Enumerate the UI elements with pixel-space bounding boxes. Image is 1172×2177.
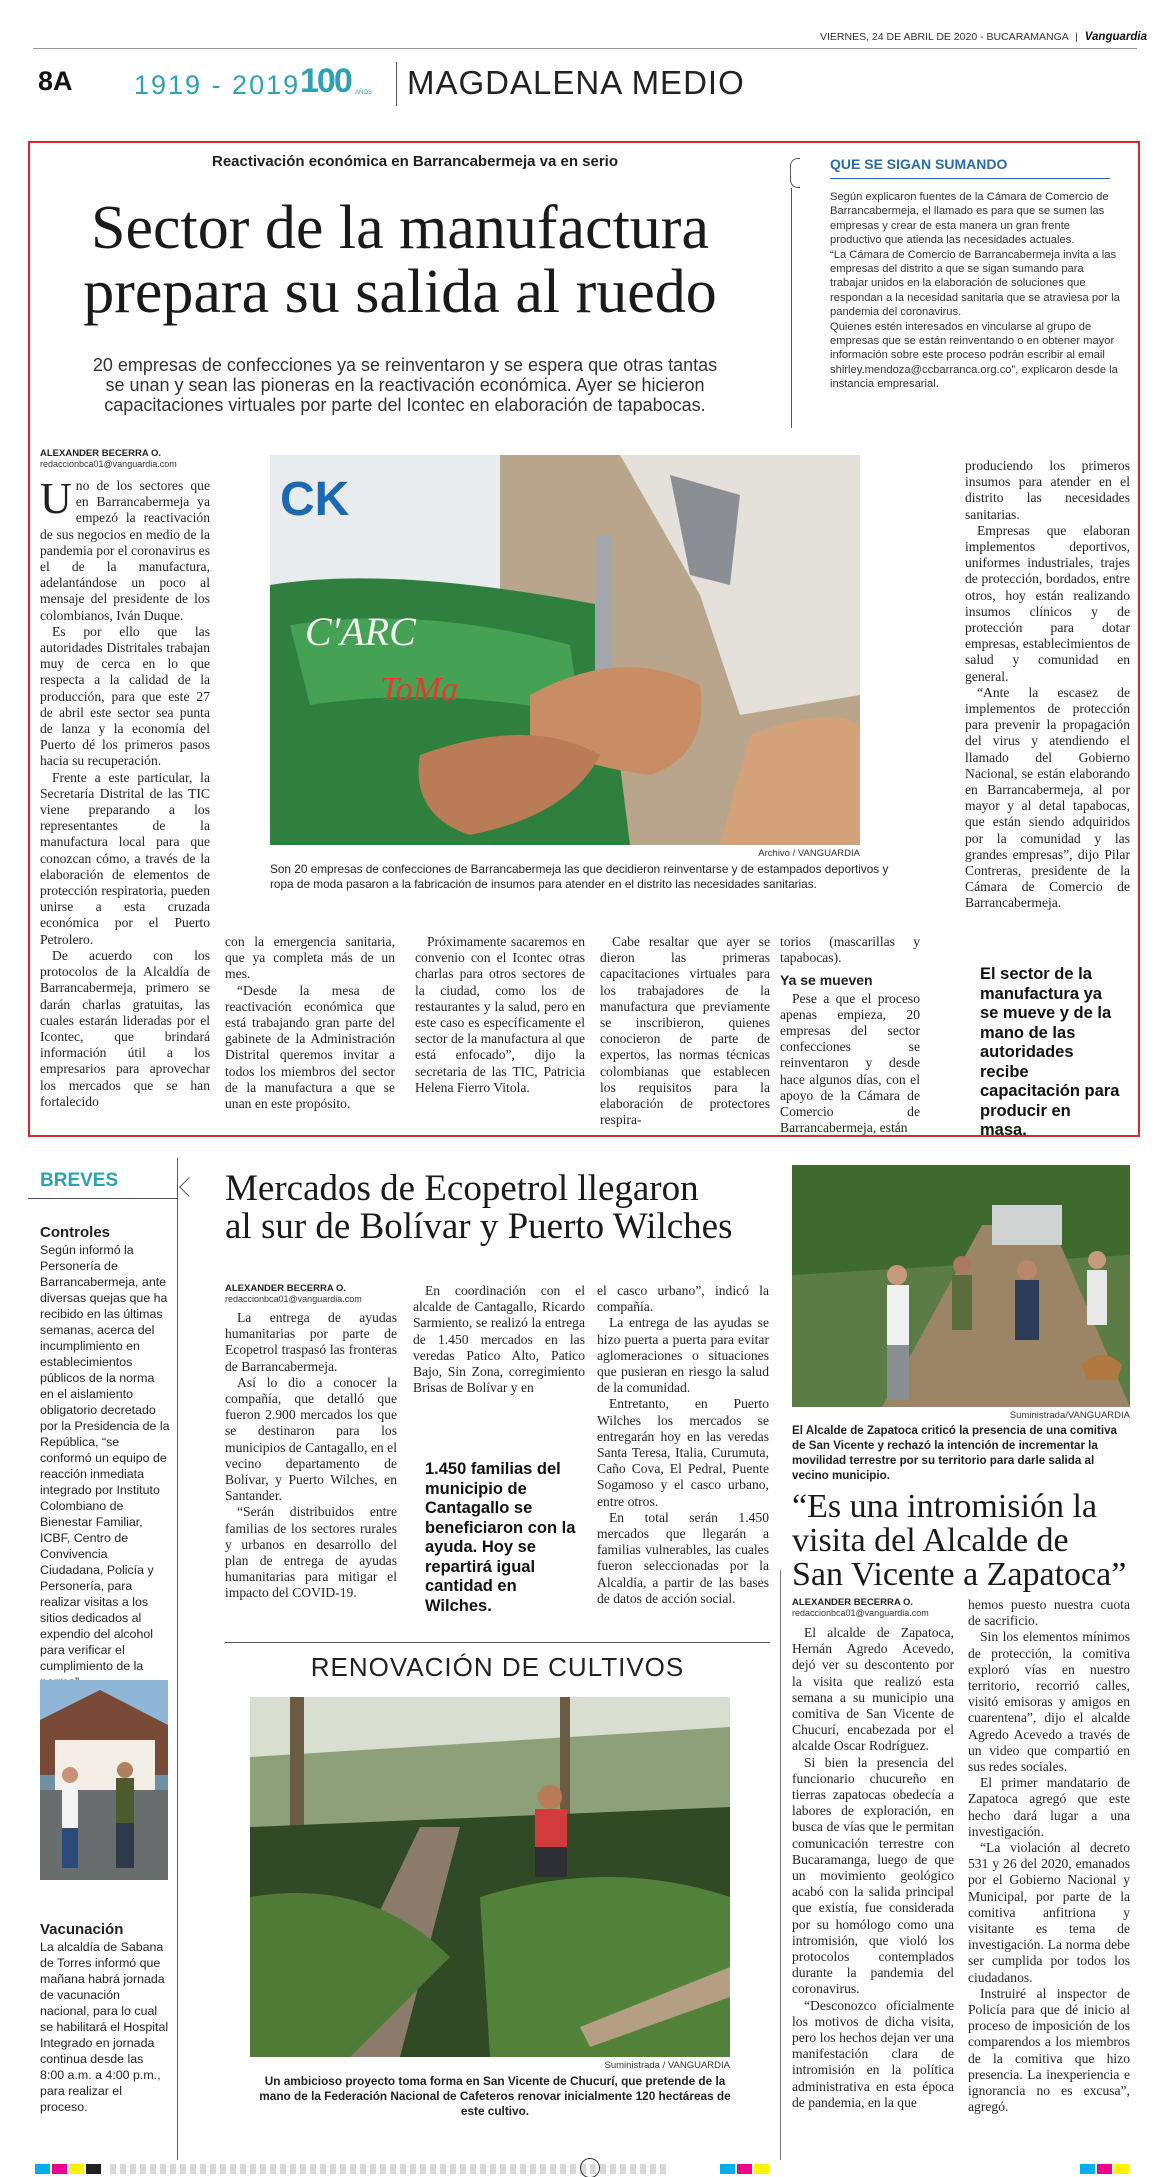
zapatoca-paragraph: “La violación al decreto 531 y 26 del 2020, emanados por el Gobierno Nacional y Municipal, por parte de la comitiva anfitriona y visitante es tema de investigación. La norma debe ser cumplida por todos los ciudadanos. bbox=[968, 1840, 1130, 1985]
zapatoca-paragraph: El alcalde de Zapatoca, Hernán Agredo Acevedo, dejó ver su descontento por la visita que realizó esta semana a su municipio una comitiva de San Vicente de Chucurí, encabezada por el alcalde Oscar Rodríguez. bbox=[792, 1625, 954, 1754]
lead-paragraph: Pese a que el proceso apenas empieza, 20 empresas del sector confecciones se reinventaron y desde hace algunos días, con el apoyo de la Cámara de Comercio de Barrancabermeja, están bbox=[780, 990, 920, 1136]
header-rule bbox=[33, 48, 1137, 49]
zapatoca-photo-credit: Suministrada/VANGUARDIA bbox=[1009, 1410, 1130, 1421]
sidebar-paragraph: Quienes estén interesados en vincularse al grupo de empresas que se están reinventando o en obtener mayor información sobre este proceso podrán escribir al email shirley.mendoza@ccbarranca.org.co”, explicaron desde la instancia empresarial. bbox=[830, 320, 1118, 391]
ecopetrol-paragraph: el casco urbano”, indicó la compañía. bbox=[597, 1283, 769, 1315]
lead-subhead: Ya se mueven bbox=[780, 972, 873, 989]
anniversary-logo bbox=[300, 62, 380, 106]
cultivos-photo bbox=[250, 1697, 730, 2057]
lead-paragraph: con la emergencia sanitaria, que ya completa más de un mes. bbox=[225, 934, 395, 982]
zapatoca-headline-line2: visita del Alcalde de bbox=[792, 1522, 1069, 1559]
lead-paragraph: De acuerdo con los protocolos de la Alcaldía de Barrancabermeja, primero se darán charlas gratuitas, las cuales estarán lideradas por el Icontec, que brindará información útil a los empresarios para aprovechar los mercados que se han fortalecido bbox=[40, 947, 210, 1109]
lead-photo-sewing bbox=[270, 455, 860, 845]
anniversary-sub: AÑOS bbox=[355, 90, 373, 96]
ecopetrol-paragraph: Entretanto, en Puerto Wilches los mercados se entregarán hoy en las veredas Santa Teresa, Italia, Curumuta, Caño Cova, El Pedral, Puente Sogamoso y el casco urbano, entre otros. bbox=[597, 1396, 769, 1509]
vaccination-illustration bbox=[40, 1680, 168, 1880]
lead-photo-credit: Archivo / VANGUARDIA bbox=[758, 848, 860, 859]
color-swatch bbox=[69, 2164, 84, 2174]
svg-text:CK: CK bbox=[280, 473, 350, 526]
ecopetrol-paragraph: La entrega de ayudas humanitarias por parte de Ecopetrol traspasó las fronteras de Barrancabermeja. bbox=[225, 1310, 397, 1374]
lead-byline bbox=[40, 448, 240, 469]
color-swatch bbox=[737, 2164, 752, 2174]
author-email: redaccionbca01@vanguardia.com bbox=[40, 459, 177, 469]
sidebar-title-rule bbox=[830, 178, 1110, 179]
registration-mark-icon bbox=[580, 2158, 600, 2177]
zapatoca-paragraph: “Desconozco oficialmente los motivos de dicha visita, pero los hechos dejan ver una manifestación clara de intromisión en la política administrativa en esta época de pandemia, en la que bbox=[792, 1997, 954, 2110]
header-date-line: VIERNES, 24 DE ABRIL DE 2020 - BUCARAMANGA | Vanguardia bbox=[820, 31, 1147, 43]
lead-paragraph: Próximamente sacaremos en convenio con el Icontec otras charlas para otros sectores de la ciudad, como los de restaurantes y la salud, pero en este caso es específicamente el sector de la manufactura al que está enfocado”, dijo la secretaria de las TIC, Patricia Helena Fierro Vitola. bbox=[415, 934, 585, 1095]
lead-pullquote: El sector de la manufactura ya se mueve y de la mano de las autoridades recibe capacitación para producir en masa. bbox=[980, 965, 1120, 1139]
zapatoca-headline bbox=[792, 1490, 1132, 1592]
ecopetrol-col-3 bbox=[597, 1283, 769, 1607]
sidebar-paragraph: “La Cámara de Comercio de Barrancabermeja invita a las empresas del distrito a que se sigan sumando para trabajar unidos en la elaboración de soluciones que respondan a la necesidad sanitaria que se atraviesa por la pandemia del coronavirus. bbox=[830, 248, 1120, 319]
zapatoca-paragraph: Sin los elementos mínimos de protección, la comitiva exploró vías en nuestro territorio, recorrió calles, visitó emisoras y amigos en cuarentena”, dijo el alcalde Agredo Acevedo a través de un video que compartió en sus redes sociales. bbox=[968, 1629, 1130, 1775]
page-number: 8A bbox=[38, 66, 73, 96]
zapatoca-paragraph: El primer mandatario de Zapatoca agregó que este hecho dará lugar a una investigación. bbox=[968, 1775, 1130, 1839]
lead-col-1 bbox=[40, 474, 210, 1110]
zapatoca-illustration bbox=[792, 1165, 1130, 1407]
brief-1-body: Según informó la Personería de Barrancabermeja, ante diversas quejas que ha recibido en las últimas semanas, acerca del incumplimiento en establecimientos públicos de la norma en el aislamiento obligatorio decretado por la Presidencia de la República, “se conformó un equipo de reacción inmediata integrado por Instituto Colombiano de Bienestar Familiar, ICBF, Centro de Convivencia Ciudadana, Policía y Personería, para realizar visitas a los sitios dedicados al expendio del alcohol para verificar el cumplimiento de la bbox=[40, 1243, 170, 1673]
cultivos-caption: Un ambicioso proyecto toma forma en San Vicente de Chucurí, que pretende de la mano de la Federación Nacional de Cafeteros renovar inicialmente 120 hectáreas de este cultivo. bbox=[259, 2074, 731, 2118]
ecopetrol-paragraph: En coordinación con el alcalde de Cantagallo, Ricardo Sarmiento, se realizó la entrega de 1.450 mercados en las veredas Patico Alto, Patico Bajo, Sin Zona, corregimiento Brisas de Bolívar y en bbox=[413, 1283, 585, 1396]
ecopetrol-byline bbox=[225, 1283, 405, 1304]
ecopetrol-paragraph: Así lo dio a conocer la compañía, que detalló que fueron 2.900 mercados los que se destinaron para los municipios de Cantagallo, en el vecino departamento de Bolívar, y Puerto Wilches, en Santander. bbox=[225, 1374, 397, 1504]
ecopetrol-headline bbox=[225, 1170, 785, 1246]
ecopetrol-col-2 bbox=[413, 1283, 585, 1396]
lead-headline-line2: prepara su salida al ruedo bbox=[83, 258, 717, 326]
section-title: MAGDALENA MEDIO bbox=[407, 64, 745, 101]
zapatoca-headline-line1: “Es una intromisión la bbox=[792, 1488, 1098, 1525]
author-email: redaccionbca01@vanguardia.com bbox=[225, 1294, 362, 1304]
lead-paragraph: Frente a este particular, la Secretaría Distrital de las TIC viene preparando a los representantes de la manufactura local para que conozcan cómo, a través de la elaboración de elementos de protección respiratoria, pueden unirse a esta cruzada económica por el Puerto Petrolero. bbox=[40, 769, 210, 947]
lead-photo-caption: Son 20 empresas de confecciones de Barrancabermeja las que decidieron reinventarse y de estampados deportivos y ropa de moda pasaron a la fabricación de insumos para atender en el distrito las necesidades sanitarias. bbox=[270, 862, 889, 891]
cultivos-illustration bbox=[250, 1697, 730, 2057]
right-divider bbox=[780, 1570, 781, 2160]
lead-paragraph: Es por ello que las autoridades Distritales trabajan muy de cerca en lo que respecta a la calidad de la producción, para que este 27 de abril este sector sea punta de lanza y la economía del Puerto dé los primeros pasos hacia su recuperación. bbox=[40, 623, 210, 769]
color-swatch bbox=[86, 2164, 101, 2174]
lead-paragraph: produciendo los primeros insumos para atender en el distrito las necesidades sanitarias. bbox=[965, 458, 1130, 522]
lead-col-4 bbox=[600, 934, 770, 1128]
sidebar-box bbox=[790, 150, 1130, 435]
cultivos-credit: Suministrada / VANGUARDIA bbox=[604, 2060, 730, 2071]
lead-col-6 bbox=[965, 458, 1130, 912]
sewing-illustration bbox=[270, 455, 860, 845]
author-email: redaccionbca01@vanguardia.com bbox=[792, 1608, 929, 1618]
zapatoca-col-1 bbox=[792, 1625, 954, 2111]
sidebar-bracket bbox=[790, 158, 800, 188]
author-name: ALEXANDER BECERRA O. bbox=[225, 1283, 347, 1294]
zapatoca-paragraph: Si bien la presencia del funcionario chucureño en tierras zapatocas obedecía a labores de exploración, en busca de vías que le permitan comunicación terrestre con Bucaramanga, luego de que un movimiento geológico acabó con la salida principal que existía, fue considerada por su homólogo como una intromisión, que violó los protocolos contemplados durante la pandemia del coronavirus. bbox=[792, 1754, 954, 1997]
ecopetrol-headline-line2: al sur de Bolívar y Puerto Wilches bbox=[225, 1206, 733, 1247]
ecopetrol-pullquote: 1.450 familias del municipio de Cantagallo se beneficiaron con la ayuda. Hoy se repartirá igual cantidad en Wilches. bbox=[425, 1460, 576, 1615]
briefs-title-rule bbox=[28, 1198, 178, 1199]
briefs-column bbox=[28, 1158, 178, 2160]
color-swatch bbox=[1080, 2164, 1095, 2174]
brief-photo-vaccination bbox=[40, 1680, 168, 1880]
sidebar-body bbox=[830, 190, 1120, 392]
anniversary-number: 100 bbox=[300, 62, 351, 100]
zapatoca-headline-line3: San Vicente a Zapatoca” bbox=[792, 1556, 1127, 1593]
brief-2-title: Vacunación bbox=[40, 1921, 124, 1938]
lead-headline-line1: Sector de la manufactura bbox=[91, 194, 709, 262]
ecopetrol-col-1 bbox=[225, 1310, 397, 1602]
svg-text:ToMa: ToMa bbox=[380, 671, 459, 708]
color-swatch bbox=[1114, 2164, 1129, 2174]
lead-paragraph: “Ante la escasez de implementos de protección para prevenir la propagación del virus y atendiendo el llamado del Gobierno Nacional, se están elaborando en Barrancabermeja, al por mayor y al detal tapabocas, que están siendo adquiridos por la comunidad y las grandes empresas”, dijo Pilar Contreras, presidente de la Cámara de Comercio de Barrancabermeja. bbox=[965, 684, 1130, 911]
ecopetrol-bracket bbox=[179, 1177, 199, 1197]
zapatoca-paragraph: hemos puesto nuestra cuota de sacrificio. bbox=[968, 1597, 1130, 1629]
date-line: VIERNES, 24 DE ABRIL DE 2020 - BUCARAMANGA bbox=[820, 31, 1069, 43]
sidebar-title: QUE SE SIGAN SUMANDO bbox=[830, 156, 1008, 172]
author-name: ALEXANDER BECERRA O. bbox=[792, 1597, 914, 1608]
author-name: ALEXANDER BECERRA O. bbox=[40, 448, 162, 459]
brief-2-body: La alcaldía de Sabana de Torres informó que mañana habrá jornada de vacunación nacional, para lo cual se habilitará el Hospital Integrado en jornada continua desde las 8:00 a.m. a 4:00 p.m., para realizar el proceso. bbox=[40, 1940, 169, 2114]
years-label: 1919 - 2019 bbox=[134, 70, 301, 100]
drop-cap: U bbox=[40, 474, 72, 523]
zapatoca-photo-caption: El Alcalde de Zapatoca criticó la presencia de una comitiva de San Vicente y rechazó la intención de incrementar la movilidad terrestre por su territorio para darle salida al vecino municipio. bbox=[792, 1424, 1117, 1482]
lead-col-3 bbox=[415, 934, 585, 1096]
color-swatch bbox=[35, 2164, 50, 2174]
color-swatch bbox=[754, 2164, 769, 2174]
header-divider bbox=[396, 62, 397, 106]
lead-paragraph-dropcap bbox=[40, 474, 210, 624]
color-swatch bbox=[1097, 2164, 1112, 2174]
cultivos-title: RENOVACIÓN DE CULTIVOS bbox=[310, 1652, 685, 1682]
lead-paragraph: “Desde la mesa de reactivación económica que está trabajando gran parte del gabinete de la Administración Distrital queremos invitar a todos los miembros del sector de la manufactura a que se unan en este propósito. bbox=[225, 982, 395, 1112]
zapatoca-paragraph: Instruiré al inspector de Policía para que dé inicio al proceso de imposición de los comparendos a los miembros de la comitiva que hizo presencia. La inexperiencia e ignorancia no es excusa”, agregó. bbox=[968, 1985, 1130, 2115]
ecopetrol-paragraph: En total serán 1.450 mercados que llegarán a familias vulnerables, las cuales fueron seleccionadas por la Alcaldía, a partir de las bases de datos de acción social. bbox=[597, 1509, 769, 1606]
briefs-title: BREVES bbox=[40, 1170, 119, 1191]
brand-name: Vanguardia bbox=[1084, 31, 1147, 43]
lead-col-5 bbox=[780, 934, 920, 1136]
lead-col-2 bbox=[225, 934, 395, 1112]
zapatoca-col-2 bbox=[968, 1597, 1130, 2116]
lead-headline bbox=[40, 196, 760, 324]
lead-paragraph: no de los sectores que en Barrancabermeja ya empezó la reactivación de sus negocios en medio de la pandemia por el coronavirus es el de la manufactura, adelantándose un poco al mensaje del presidente de los colombianos, Iván Duque. bbox=[40, 478, 210, 623]
ecopetrol-paragraph: “Serán distribuidos entre familias de los sectores rurales y urbanos en desarrollo del plan de entrega de ayudas humanitarias para mitigar el impacto del COVID-19. bbox=[225, 1504, 397, 1601]
color-swatch bbox=[720, 2164, 735, 2174]
lead-paragraph: Empresas que elaboran implementos deportivos, uniformes industriales, trajes de protección, bordados, entre otros, hoy están realizando insumos clínicos y de protección para dotar empresas, establecimientos de salud y comunidad en general. bbox=[965, 522, 1130, 684]
ecopetrol-headline-line1: Mercados de Ecopetrol llegaron bbox=[225, 1168, 699, 1209]
lead-paragraph: torios (mascarillas y tapabocas). bbox=[780, 934, 920, 966]
brief-1-title: Controles bbox=[40, 1224, 111, 1241]
ecopetrol-paragraph: La entrega de las ayudas se hizo puerta a puerta para evitar aglomeraciones o situaciones que pusieran en riesgo la salud de la comunidad. bbox=[597, 1315, 769, 1396]
sidebar-paragraph: Según explicaron fuentes de la Cámara de Comercio de Barrancabermeja, el llamado es para que se sumen las empresas y crear de esta manera un gran frente productivo que atienda las necesidades actuales. bbox=[830, 191, 1109, 247]
zapatoca-photo bbox=[792, 1165, 1130, 1407]
lead-deck: 20 empresas de confecciones ya se reinventaron y se espera que otras tantas se unan y sean las pioneras en la reactivación económica. Ayer se hicieron capacitaciones virtuales por parte del Icontec en elaboración de tapabocas. bbox=[92, 355, 718, 415]
sidebar-line bbox=[791, 188, 792, 428]
svg-text:C'ARC: C'ARC bbox=[305, 609, 416, 654]
color-swatch bbox=[52, 2164, 67, 2174]
zapatoca-byline bbox=[792, 1597, 962, 1618]
cultivos-rule bbox=[225, 1642, 770, 1643]
lead-paragraph: Cabe resaltar que ayer se dieron las primeras capacitaciones virtuales para los trabajadores de la manufactura que previamente se inscribieron, quienes conocieron de parte de expertos, las normas técnicas colombianas que establecen los requisitos para la elaboración de protectores respira- bbox=[600, 934, 770, 1128]
lead-kicker: Reactivación económica en Barrancabermeja va en serio bbox=[211, 153, 619, 170]
